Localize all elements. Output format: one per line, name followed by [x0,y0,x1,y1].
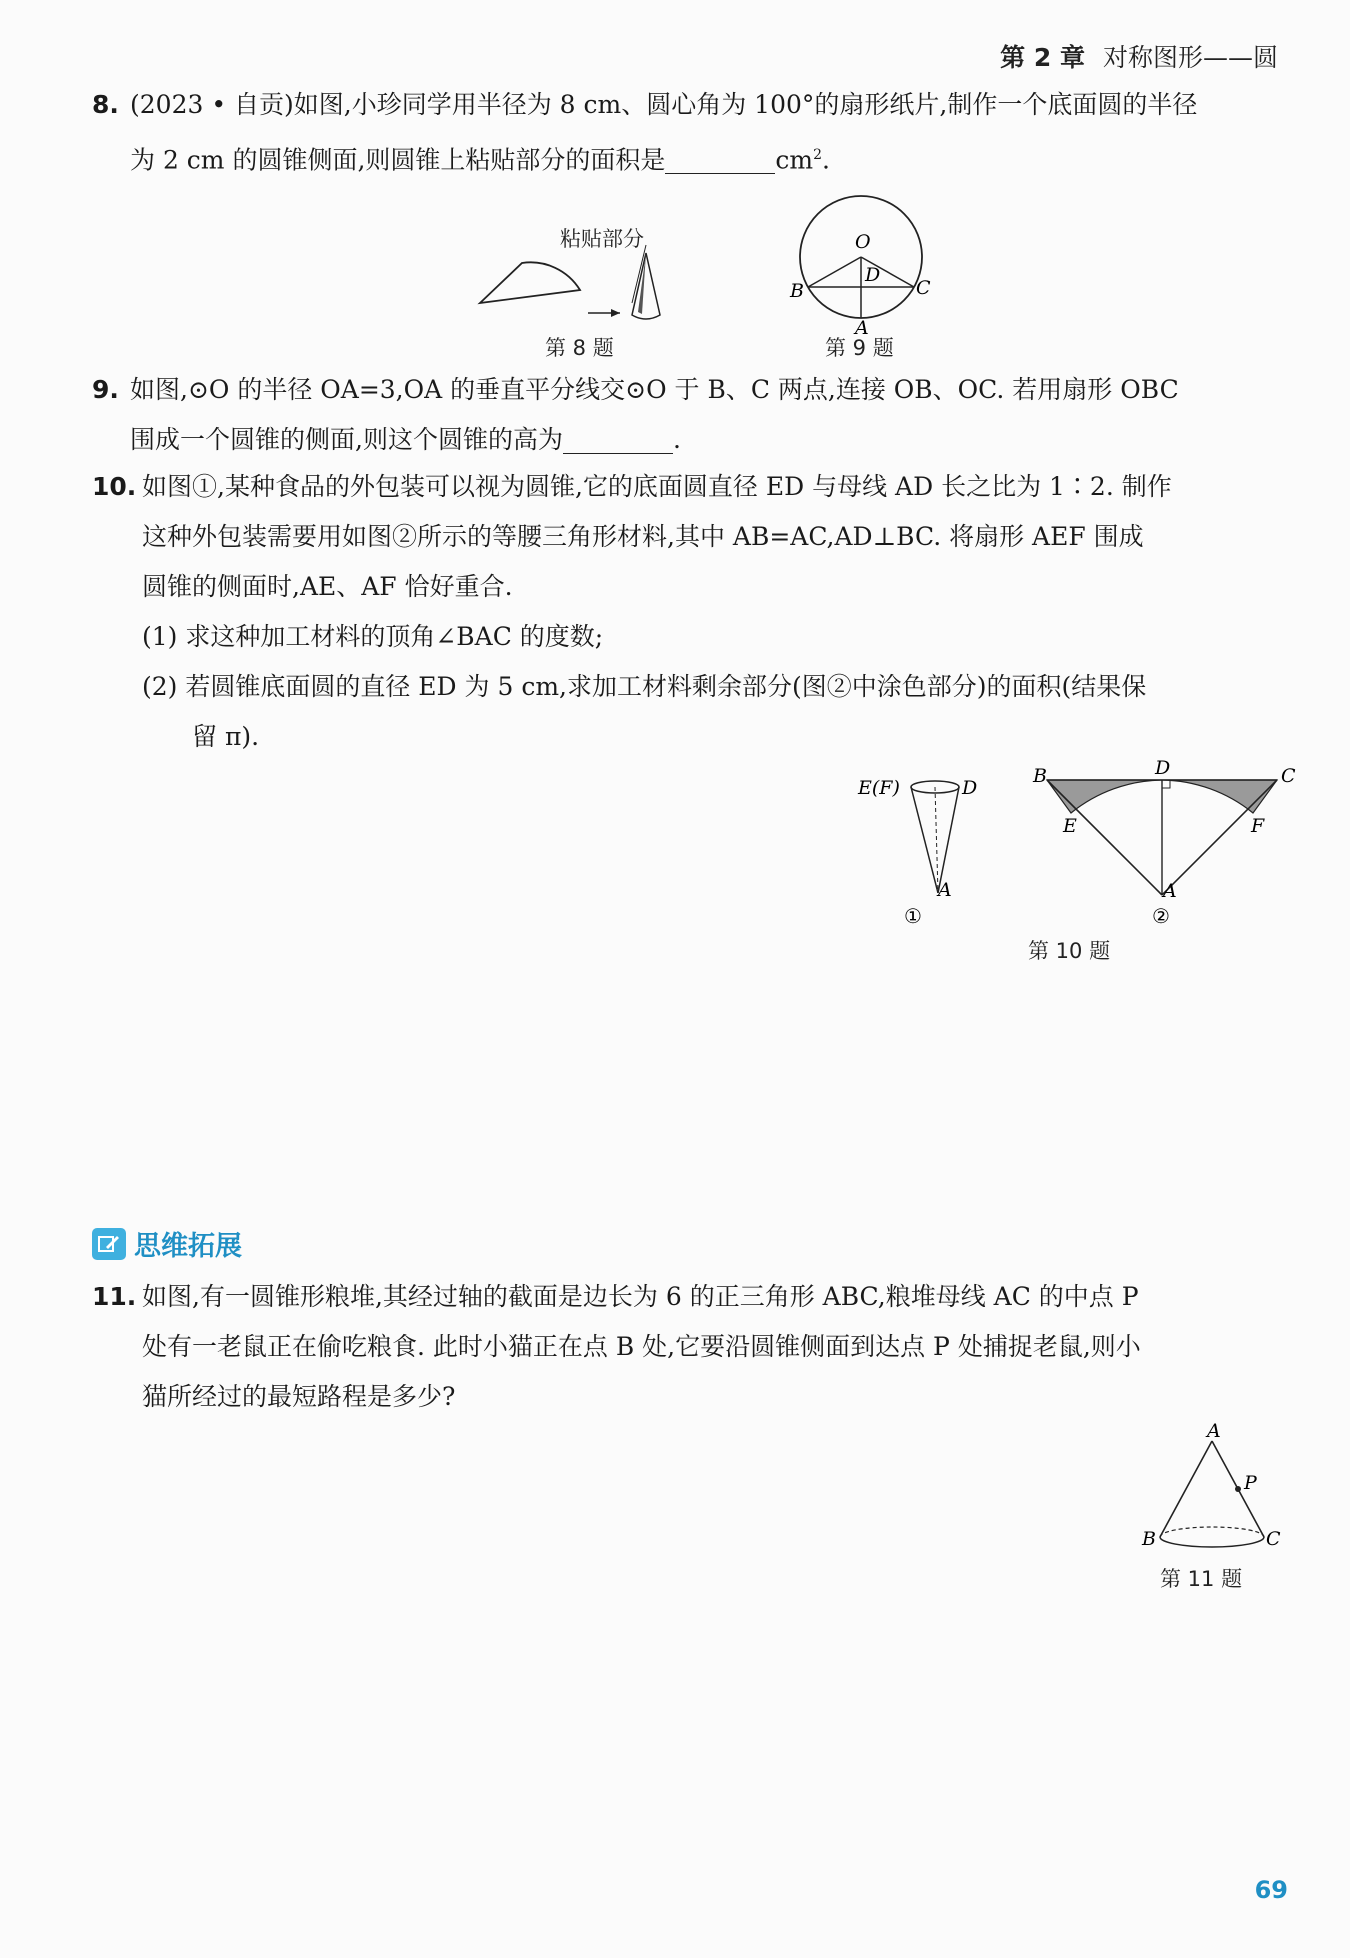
question-text: 处有一老鼠正在偷吃粮食. 此时小猫正在点 B 处,它要沿圆锥侧面到达点 P 处捕捉老鼠,则小 [142,1332,1141,1361]
label-c: C [1281,765,1296,787]
question-11 [92,1272,1141,1422]
label-a: A [1163,880,1177,902]
label-o: O [855,231,871,253]
sub-question-1: (1) 求这种加工材料的顶角∠BAC 的度数; [142,622,604,651]
question-text: 为 2 cm 的圆锥侧面,则圆锥上粘贴部分的面积是 [130,145,666,175]
right-angle-mark [1162,780,1170,788]
question-text: 如图①,某种食品的外包装可以视为圆锥,它的底面圆直径 ED 与母线 AD 长之比为 1∶2. 制作 [142,472,1172,501]
figure-mark-2: ② [1152,904,1170,928]
question-text: (2023 • 自贡)如图,小珍同学用半径为 8 cm、圆心角为 100°的扇形纸片,制作一个底面圆的半径 [130,90,1198,119]
point-p [1235,1486,1241,1492]
question-10 [92,462,1172,762]
unit: cm [775,145,814,175]
label-d: D [865,264,881,286]
label-d: D [962,777,978,799]
figure-mark-1: ① [904,904,922,928]
label-a: A [855,317,869,339]
label-c: C [1266,1528,1281,1550]
question-number: 11. [92,1282,137,1311]
answer-blank[interactable] [563,425,673,454]
label-p: P [1244,1472,1257,1494]
chapter-label: 第 2 章 [1000,43,1085,72]
cone-side-right [938,787,959,893]
page-number: 69 [1254,1876,1288,1904]
question-number: 8. [92,90,119,119]
sub-question-2: (2) 若圆锥底面圆的直径 ED 为 5 cm,求加工材料剩余部分(图②中涂色部分)的面积(结果保 [142,672,1147,701]
label-e: E [1063,815,1077,837]
label-f: F [1251,815,1265,837]
segment-ab [1047,780,1162,895]
sector-shape [480,262,580,303]
figure-11-caption: 第 11 题 [1160,1567,1243,1591]
sub-question-2-cont: 留 π). [192,722,260,751]
section-heading [92,1224,242,1263]
segment-ab [1160,1441,1212,1537]
figure-10-2 [1025,757,1296,940]
arrow-head-icon [611,309,620,317]
cone-axis [935,787,938,893]
label-b: B [1142,1528,1156,1550]
figure-8-caption: 第 8 题 [545,336,614,360]
question-text: 围成一个圆锥的侧面,则这个圆锥的高为 [130,425,563,454]
question-text: 猫所经过的最短路程是多少? [142,1382,456,1411]
figure-9-caption: 第 9 题 [825,336,894,360]
question-number: 9. [92,375,119,404]
base-back-arc [1160,1527,1264,1537]
segment-ac [1162,780,1277,895]
label-ef: E(F) [858,777,900,799]
base-front-arc [1160,1537,1264,1547]
label-a: A [938,879,952,901]
question-text: 这种外包装需要用如图②所示的等腰三角形材料,其中 AB=AC,AD⊥BC. 将扇形 AEF 围成 [142,522,1144,551]
label-a: A [1207,1420,1221,1442]
answer-blank[interactable] [665,145,775,174]
figure-11 [1130,1420,1290,1560]
page-header [1000,38,1278,74]
question-8: 8. (2023 • 自贡)如图,小珍同学用半径为 8 cm、圆心角为 100°的扇形纸片,制作一个底面圆的半径 为 2 cm 的圆锥侧面,则圆锥上粘贴部分的面积是 $cm^2$. [92,80,1197,185]
segment-ob [808,257,861,287]
pencil-note-icon [92,1228,126,1260]
question-text: 圆锥的侧面时,AE、AF 恰好重合. [142,572,513,601]
question-text: 如图,有一圆锥形粮堆,其经过轴的截面是边长为 6 的正三角形 ABC,粮堆母线 AC 的中点 P [142,1282,1139,1311]
unit-exponent: 2 [813,147,823,163]
label-b: B [790,280,804,302]
label-c: C [916,277,931,299]
question-number: 10. [92,472,137,501]
cone-side-left [911,787,938,893]
chapter-title: 对称图形——圆 [1102,43,1278,72]
label-d: D [1155,757,1171,779]
figure-9 [785,182,945,337]
question-text: 如图,⊙O 的半径 OA=3,OA 的垂直平分线交⊙O 于 B、C 两点,连接 OB、OC. 若用扇形 OBC [130,375,1179,404]
figure-10-1 [850,765,990,940]
figure-10-caption: 第 10 题 [1028,939,1111,963]
glue-label: 粘贴部分 [560,227,644,251]
question-9: 9. 如图,⊙O 的半径 OA=3,OA 的垂直平分线交⊙O 于 B、C 两点,连接 OB、OC. 若用扇形 OBC 围成一个圆锥的侧面,则这个圆锥的高为 . [92,365,1179,465]
label-b: B [1033,765,1047,787]
section-title: 思维拓展 [134,1231,242,1262]
